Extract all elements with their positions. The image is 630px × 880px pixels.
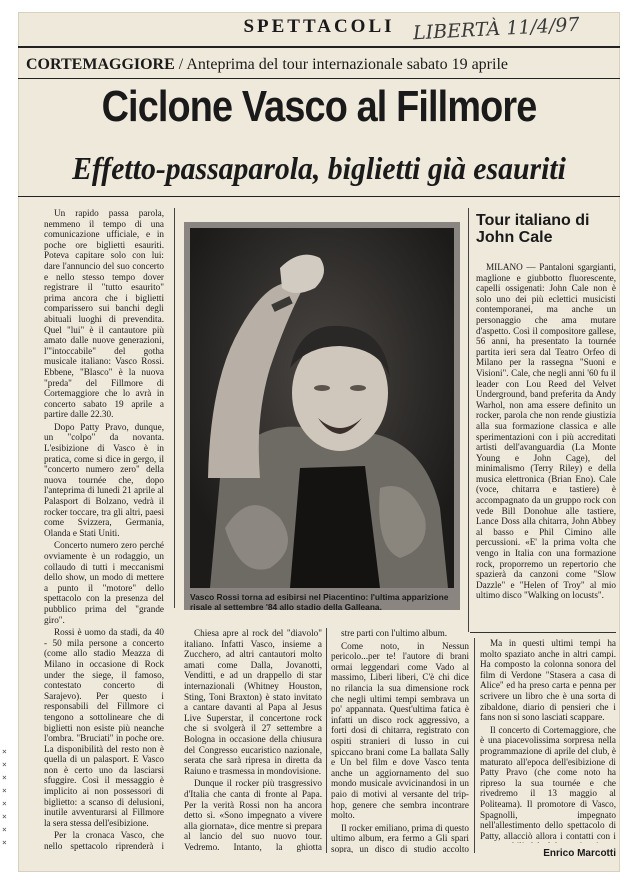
- paragraph: Concerto numero zero perché ovviamente è un rodaggio, un collaudo di tutti i meccanismi dello show, un modo di mettere a punto il "motore" dello spettacolo con la presenza del pubblico prima del "grande giro".: [44, 540, 164, 625]
- paragraph: Il concerto di Cortemaggiore, che è una piacevolissima sorpresa nella programmazione di aprile del club, è maturato all'epoca dell'esibizione di Patty Pravo (che come noto ha ripreso la sua tournée e che rivedremo il 13 maggio al Politeama). Il promotore di Vasco, Spagnolli, impegnato nell'allestimento dello spettacolo di Patty, allacciò allora i contatti con i: [480, 724, 616, 841]
- column-divider: [174, 208, 175, 608]
- column-divider: [326, 628, 327, 853]
- sidebar-divider: [468, 208, 469, 632]
- paragraph: Come noto, in Nessun pericolo...per te! l'autore di brani ormai leggendari come Vado al massimo, Liberi liberi, C'è chi dice no rilancia la sua dimensione rock che negli ultimi tempi sembrava un po' appannata. Quest'ultima fatica è infatti un disco rock aggressivo, a forti dosi di chitarra, registrato con ospiti stranieri di lusso in cui spiccano brani come La ballata Sally e Un bel film e dove Vasco tenta anche un aggiornamento del suo mondo musicale avvicinandosi in un paio di motivi al versante del trip-hop, genere che sembra incontrare molto.: [331, 640, 469, 821]
- article-subheadline: Effetto-passaparola, biglietti già esauriti: [72, 150, 566, 186]
- section-header: SPETTACOLI: [243, 16, 395, 37]
- paragraph: Il rocker emiliano, prima di questo ultimo album, era fermo a Gli spari sopra, un disco di studio accolto: [331, 822, 469, 853]
- paragraph: Un rapido passa parola, nemmeno il tempo di una comunicazione ufficiale, e in poche ore biglietti esauriti. Poteva capitare solo con lui: dare l'annuncio del suo concerto e nello stesso tempo dover registrare il "tutto esaurito" prima ancora che i biglietti comparissero sui banchi degli abituali luoghi di prevendita. Quel "lui" è il cantautore più amato dalle nuove generazioni, l'"intoccabile" del gotha musicale italiano: Vasco Rossi. Ebbene, "Blasco" è la nuova "preda" del Fillmore di Cortemaggiore che lo avrà in concerto sabato 19 aprile a partire dalle 22.30.: [44, 208, 164, 420]
- paragraph: Ma in questi ultimi tempi ha molto spaziato anche in altri campi. Ha composto la colonna sonora del film di Verdone "Stasera a casa di Alice" ed ha preso carta e penna per scrivere un libro che è una sorta di zibaldone, diario di pensieri che i fans non si sono lasciati scappare.: [480, 638, 616, 723]
- article-column-1: [44, 208, 164, 853]
- newspaper-clipping: [18, 12, 620, 872]
- kicker-text: / Anteprima del tour internazionale sabato 19 aprile: [174, 56, 508, 73]
- paragraph: Dunque il rocker più trasgressivo d'Italia che canta di fronte al Papa. Per la verità Rossi non ha ancora detto sì. «Sono impegnato a vivere alla giornata», dice mentre si prepara al lancio del suo nuovo tour. Vedremo. Intanto, la ghiotta: [184, 778, 322, 852]
- sidebar-paragraph: MILANO — Pantaloni sgargianti, maglione e giubbotto fluorescente, capelli ossigenati: John Cale non è solo uno dei più eclettici musicisti contemporanei, ma anche un personaggio che ama mutare d'aspetto. Così il compositore gallese, 56 anni, ha presentato la tournée partita ieri sera dal Teatro Orfeo di Milano per la rassegna "Suoni e Visioni". Cale, che negli anni '60 fu il leader con Lou Reed del Velvet Underground, band preferita da Andy Warhol, non ama essere definito un rocker, parola che non rende giustizia alla sua formazione classica e alle sperimentazioni con i più accreditati artisti dell'avanguardia (La Monte Young e John Cage), del minimalismo (Terry Riley) e della musica elettronica (Brian Eno). Cale (voce, chitarra e tastiere) è accompagnato da un gruppo rock con vede Bill Donohue alle tastiere, Lance Doss alla chitarra, John Abbey al basso e Phil Cimino alle percussioni. «E' la prima volta che vengo in Italia con una formazione rock, proporremo un repertorio che spazierà da canzoni come "Slow Dazzle" e "Helen of Troy" al mio ultimo disco "Walking on locusts".: [476, 262, 616, 601]
- paragraph: Dopo Patty Pravo, dunque, un "colpo" da novanta. L'esibizione di Vasco è in pratica, come si dice in gergo, il "concerto numero zero" della nuova tournée che, dopo l'anteprima di lunedì 21 aprile al Palasport di Bolzano, vedrà il rocker toccare, tra gli altri, paesi come Svizzera, Germania, Olanda e Stati Uniti.: [44, 421, 164, 538]
- kicker-place: CORTEMAGGIORE: [26, 56, 175, 73]
- article-column-3: [331, 628, 469, 853]
- vasco-rossi-photo: [190, 228, 454, 588]
- article-column-2: [184, 628, 322, 853]
- sidebar-headline: Tour italiano di John Cale: [476, 212, 590, 246]
- paragraph: Rossi è uomo da stadi, da 40 - 50 mila persone a concerto (come allo stadio Meazza di Milano in occasione di Rock under the siege, il famoso, contestato concerto di Sarajevo). Per questo i responsabili del Fillmore ci tengono a sottolineare che di biglietti non esiste più neanche l'ombra. "Bruciati" in poche ore. La disponibilità del resto non è quella di un palasport. E Vasco non è certo uno da lasciarsi sfuggire. Così il messaggio è implicito ai non possessori di biglietto: a scanso di delusioni, inutile avventurarsi al Fillmore la sera stessa dell'esibizione.: [44, 627, 164, 828]
- paragraph: Chiesa apre al rock del "diavolo" italiano. Infatti Vasco, insieme a Zucchero, ad altri cantautori molto amati come Dalla, Jovanotti, Venditti, e ad un drappello di star internazionali (Whitney Houston, Sting, Toni Braxton) è stato invitato a cantare davanti al Papa al Jesus Live Superstar, il concertone rock che si svolgerà il 27 settembre a Bologna in occasione della chiusura del Congresso eucaristico nazionale, serata che sarà ripresa in diretta da Raiuno e trasmessa in mondovisione.: [184, 628, 322, 776]
- margin-marks: × × × × × × × ×: [2, 747, 7, 847]
- kicker-rule: [18, 78, 620, 79]
- paragraph: stre parti con l'ultimo album.: [341, 628, 448, 638]
- author-byline: Enrico Marcotti: [543, 848, 616, 859]
- sidebar-body: [476, 262, 616, 634]
- photo-caption: Vasco Rossi torna ad esibirsi nel Piacentino: l'ultima apparizione risale al settembre '84 allo stadio della Galleana.: [190, 592, 449, 612]
- article-column-4: [480, 638, 616, 843]
- paragraph: Per la cronaca Vasco, che nello spettacolo riprenderà i: [44, 830, 164, 852]
- handwritten-date-note: LIBERTÀ 11/4/97: [412, 13, 581, 45]
- column-divider: [474, 638, 475, 853]
- headline-rule: [18, 196, 620, 197]
- article-kicker: [26, 56, 616, 74]
- article-headline: Ciclone Vasco al Fillmore: [101, 82, 537, 131]
- singer-photo-illustration: [190, 228, 454, 588]
- header-rule: [18, 46, 620, 48]
- sidebar-bottom-rule: [470, 632, 616, 633]
